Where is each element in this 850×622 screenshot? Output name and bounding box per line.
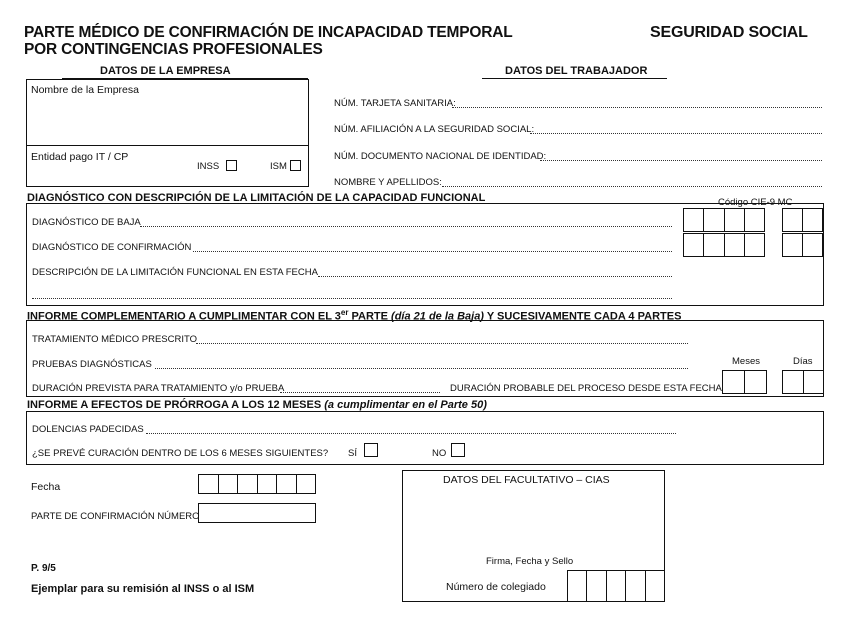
descripcion-limitacion-label: DESCRIPCIÓN DE LA LIMITACIÓN FUNCIONAL EN ESTA FECHA [32,267,318,278]
informe-heading-sup: er [340,308,349,317]
descripcion-limitacion-field-2[interactable] [32,298,672,299]
diagnostico-baja-label: DIAGNÓSTICO DE BAJA [32,217,141,228]
colegiado-cells[interactable] [567,570,665,602]
ejemplar-text: Ejemplar para su remisión al INSS o al ISM [31,583,255,595]
ism-label: ISM [270,161,287,172]
informe-heading-text-b: PARTE [348,310,392,323]
empresa-heading: DATOS DE LA EMPRESA [100,65,231,77]
parte-numero-field[interactable] [198,503,316,523]
agency-title: SEGURIDAD SOCIAL [650,24,808,41]
curacion-question: ¿SE PREVÉ CURACIÓN DENTRO DE LOS 6 MESES SIGUIENTES? [32,448,329,459]
duracion-prevista-field[interactable] [280,392,440,393]
entidad-pago-label: Entidad pago IT / CP [31,151,129,163]
informe-heading-text-c: Y SUCESIVAMENTE CADA 4 PARTES [483,310,682,323]
meses-label: Meses [732,356,760,367]
inss-checkbox[interactable] [226,160,237,171]
informe-heading-text-a: INFORME COMPLEMENTARIO A CUMPLIMENTAR CON EL 3 [27,310,341,323]
diagnostico-baja-code-extra[interactable] [782,208,823,232]
si-checkbox[interactable] [364,443,378,457]
dolencias-field[interactable] [146,433,676,434]
fecha-cells[interactable] [198,474,316,494]
dias-label: Días [793,356,813,367]
afiliacion-field[interactable] [530,133,822,134]
dni-label: NÚM. DOCUMENTO NACIONAL DE IDENTIDAD: [334,151,547,162]
empresa-nombre-label: Nombre de la Empresa [31,84,139,96]
si-label: SÍ [348,448,357,459]
pruebas-label: PRUEBAS DIAGNÓSTICAS [32,359,152,370]
nombre-apellidos-field[interactable] [442,186,822,187]
meses-cells[interactable] [722,370,767,394]
diagnostico-heading: DIAGNÓSTICO CON DESCRIPCIÓN DE LA LIMITACIÓN DE LA CAPACIDAD FUNCIONAL [27,192,486,204]
no-label: NO [432,448,447,459]
dolencias-label: DOLENCIAS PADECIDAS [32,424,144,435]
afiliacion-label: NÚM. AFILIACIÓN A LA SEGURIDAD SOCIAL: [334,124,535,135]
tarjeta-sanitaria-field[interactable] [452,107,822,108]
tratamiento-label: TRATAMIENTO MÉDICO PRESCRITO [32,334,198,345]
dni-field[interactable] [540,160,822,161]
firma-label: Firma, Fecha y Sello [486,556,574,567]
diagnostico-confirmacion-code-cells[interactable] [683,233,765,257]
trabajador-heading-rule [482,78,667,79]
facultativo-heading: DATOS DEL FACULTATIVO – CIAS [443,474,610,486]
inss-label: INSS [197,161,220,172]
form-title-line1: PARTE MÉDICO DE CONFIRMACIÓN DE INCAPACIDAD TEMPORAL [24,24,513,41]
diagnostico-confirmacion-code-extra[interactable] [782,233,823,257]
dias-cells[interactable] [782,370,824,394]
tratamiento-field[interactable] [196,343,688,344]
trabajador-heading: DATOS DEL TRABAJADOR [505,65,648,77]
codigo-cie-label: Código CIE-9 MC [718,197,793,208]
prorroga-heading-italic: (a cumplimentar en el Parte 50) [324,399,487,411]
duracion-prevista-label: DURACIÓN PREVISTA PARA TRATAMIENTO y/o PRUEBA [32,383,285,394]
diagnostico-confirmacion-label: DIAGNÓSTICO DE CONFIRMACIÓN [32,242,192,253]
prorroga-heading-text: INFORME A EFECTOS DE PRÓRROGA A LOS 12 MESES [27,399,325,411]
form-title-line2: POR CONTINGENCIAS PROFESIONALES [24,41,323,58]
no-checkbox[interactable] [451,443,465,457]
diagnostico-confirmacion-field[interactable] [193,251,672,252]
empresa-divider [26,145,309,146]
pruebas-field[interactable] [155,368,688,369]
prorroga-heading [27,399,487,411]
informe-heading-italic: (día 21 de la Baja) [391,310,484,323]
duracion-probable-label: DURACIÓN PROBABLE DEL PROCESO DESDE ESTA FECHA [450,383,722,394]
ism-checkbox[interactable] [290,160,301,171]
tarjeta-sanitaria-label: NÚM. TARJETA SANITARIA: [334,98,456,109]
form-code: P. 9/5 [31,563,56,574]
colegiado-label: Número de colegiado [446,581,546,593]
descripcion-limitacion-field[interactable] [318,276,672,277]
diagnostico-baja-code-cells[interactable] [683,208,765,232]
diagnostico-baja-field[interactable] [140,226,672,227]
nombre-apellidos-label: NOMBRE Y APELLIDOS: [334,177,442,188]
parte-numero-label: PARTE DE CONFIRMACIÓN NÚMERO [31,511,200,522]
fecha-label: Fecha [31,481,61,493]
